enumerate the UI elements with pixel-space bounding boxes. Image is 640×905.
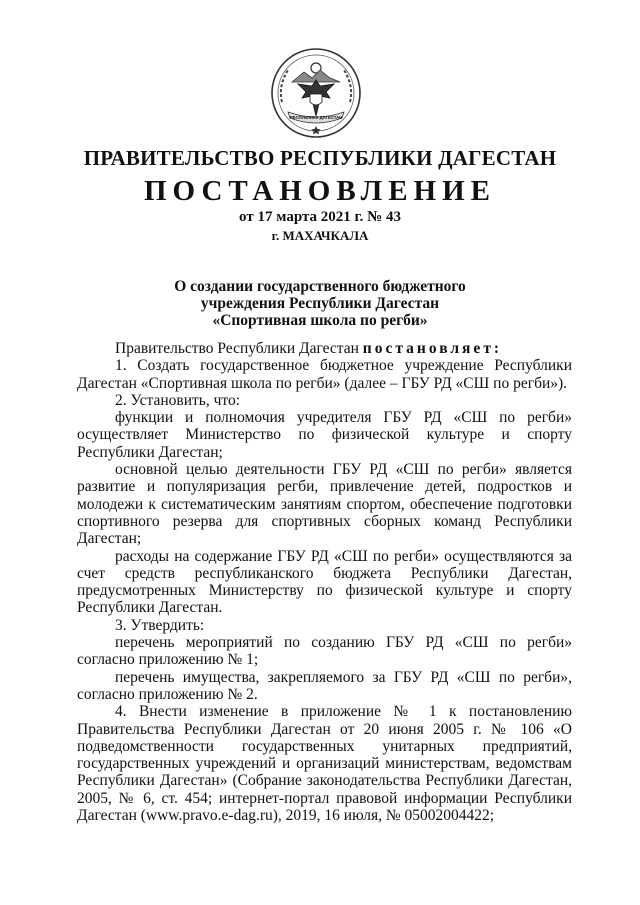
- paragraph-1: 1. Создать государственное бюджетное учреждение Республики Дагестан «Спортивная школа по регби» (далее – ГБУ РД «СШ по регби»).: [77, 357, 572, 392]
- coat-of-arms-icon: [268, 46, 364, 140]
- subject-line: О создании государственного бюджетного: [174, 278, 466, 295]
- subject-line: учреждения Республики Дагестан: [200, 295, 440, 312]
- subject-line: «Спортивная школа по регби»: [212, 312, 428, 329]
- paragraph-3a: перечень мероприятий по созданию ГБУ РД «СШ по регби» согласно приложению № 1;: [77, 634, 572, 669]
- paragraph-3b: перечень имущества, закрепляемого за ГБУ РД «СШ по регби», согласно приложению № 2.: [77, 668, 572, 703]
- intro-verb: постановляет:: [362, 340, 503, 357]
- paragraph-2a: функции и полномочия учредителя ГБУ РД «СШ по регби» осуществляет Министерство по физической культуре и спорту Республики Дагестан;: [77, 409, 572, 461]
- paragraph-4: 4. Внести изменение в приложение № 1 к постановлению Правительства Республики Дагестан от 20 июня 2005 г. № 106 «О подведомственности государственных унитарных предприятий, государственных учреждений и организаций министерствам, ведомствам Республики Дагестан» (Собрание законодательства Республики Дагестан, 2005, № 6, ст. 454; интернет-портал правовой информации Республики Дагестан (www.pravo.e-dag.ru), 2019, 16 июля, № 05002004422;: [77, 703, 572, 825]
- document-type: ПОСТАНОВЛЕНИЕ: [143, 175, 496, 207]
- paragraph-2c: расходы на содержание ГБУ РД «СШ по регби» осуществляются за счет средств республиканского бюджета Республики Дагестан, предусмотренных Министерству по физической культуре и спорту Республики Дагестан.: [77, 547, 572, 617]
- document-subject: [0, 278, 640, 329]
- document-body: [77, 340, 572, 824]
- paragraph-2b: основной целью деятельности ГБУ РД «СШ по регби» является развитие и популяризация регби, привлечение детей, подростков и молодежи к систематическим занятиям спортом, обеспечение подготовки спортивного резерва для спортивных сборных команд Республики Дагестан;: [77, 461, 572, 548]
- svg-text:РЕСПУБЛИКА ДАГЕСТАН: РЕСПУБЛИКА ДАГЕСТАН: [289, 115, 343, 120]
- document-city: г. МАХАЧКАЛА: [271, 228, 369, 243]
- intro-paragraph: [77, 340, 572, 357]
- government-title: ПРАВИТЕЛЬСТВО РЕСПУБЛИКИ ДАГЕСТАН: [83, 146, 557, 170]
- paragraph-3: 3. Утвердить:: [115, 616, 205, 634]
- document-date: от 17 марта 2021 г. № 43: [239, 209, 401, 225]
- intro-text: Правительство Республики Дагестан: [115, 340, 359, 357]
- paragraph-2: 2. Установить, что:: [115, 391, 241, 409]
